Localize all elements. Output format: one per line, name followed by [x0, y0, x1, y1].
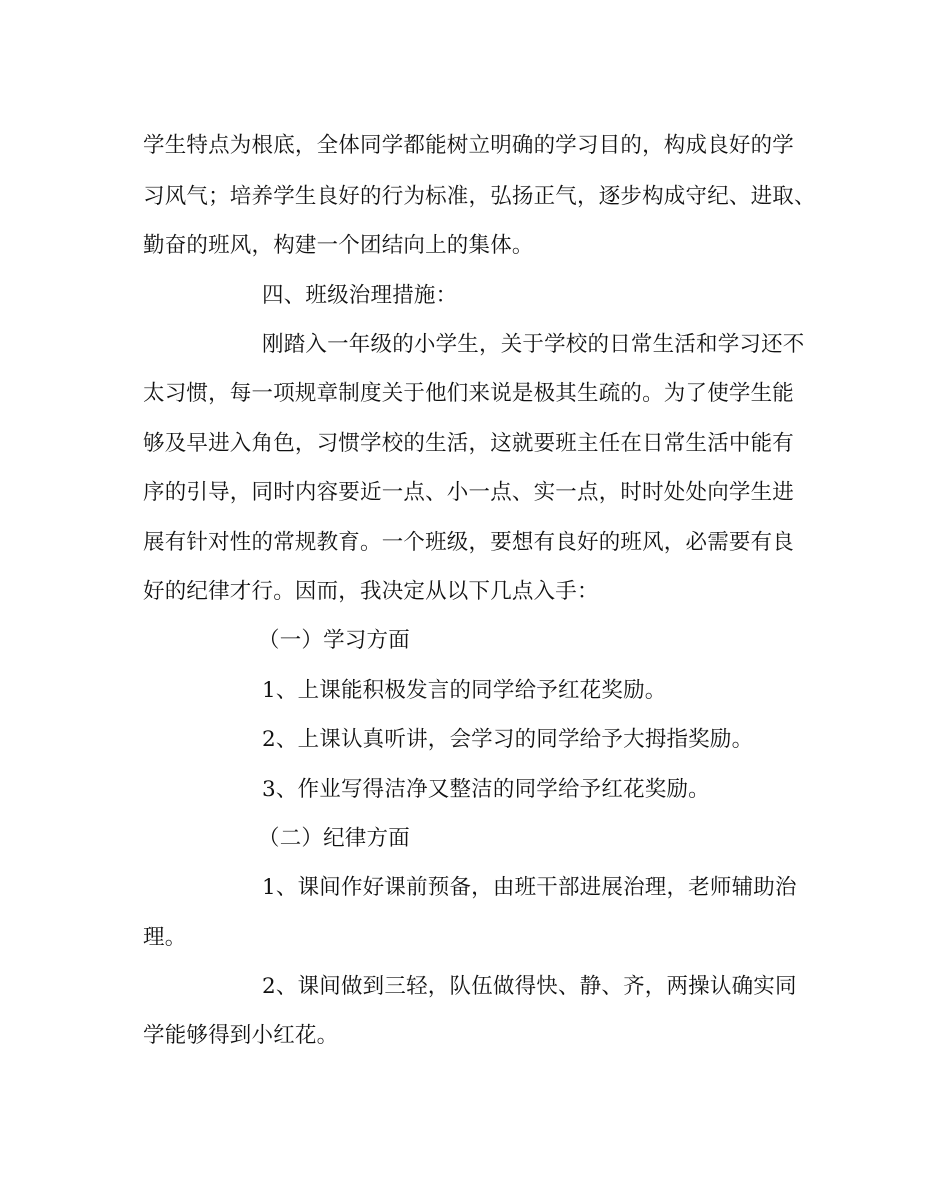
paragraph-line: 够及早进入角色，习惯学校的生活，这就要班主任在日常生活中能有: [143, 431, 795, 456]
paragraph-line: 习风气；培养学生良好的行为标准，弘扬正气，逐步构成守纪、进取、: [143, 184, 816, 209]
list-item: 1、上课能积极发言的同学给予红花奖励。: [262, 678, 667, 703]
list-item: 1、课间作好课前预备，由班干部进展治理，老师辅助治: [262, 875, 797, 900]
paragraph-line: 刚踏入一年级的小学生，关于学校的日常生活和学习还不: [262, 332, 805, 357]
list-item: 2、上课认真听讲，会学习的同学给予大拇指奖励。: [262, 727, 754, 752]
section-heading: 四、班级治理措施：: [262, 283, 458, 308]
paragraph-line: 展有针对性的常规教育。一个班级，要想有良好的班风，必需要有良: [143, 530, 795, 555]
subsection-heading: （二）纪律方面: [258, 826, 410, 851]
paragraph-line: 序的引导，同时内容要近一点、小一点、实一点，时时处处向学生进: [143, 480, 795, 505]
list-item-continuation: 理。: [143, 925, 187, 950]
paragraph-line: 勤奋的班风，构建一个团结向上的集体。: [143, 233, 534, 258]
paragraph-line: 好的纪律才行。因而，我决定从以下几点入手：: [143, 579, 599, 604]
paragraph-line: 学生特点为根底，全体同学都能树立明确的学习目的，构成良好的学: [143, 133, 795, 158]
list-item-continuation: 学能够得到小红花。: [143, 1023, 339, 1048]
subsection-heading: （一）学习方面: [258, 628, 410, 653]
paragraph-line: 太习惯，每一项规章制度关于他们来说是极其生疏的。为了使学生能: [143, 381, 795, 406]
list-item: 3、作业写得洁净又整洁的同学给予红花奖励。: [262, 777, 710, 802]
list-item: 2、课间做到三轻，队伍做得快、静、齐，两操认确实同: [262, 974, 797, 999]
